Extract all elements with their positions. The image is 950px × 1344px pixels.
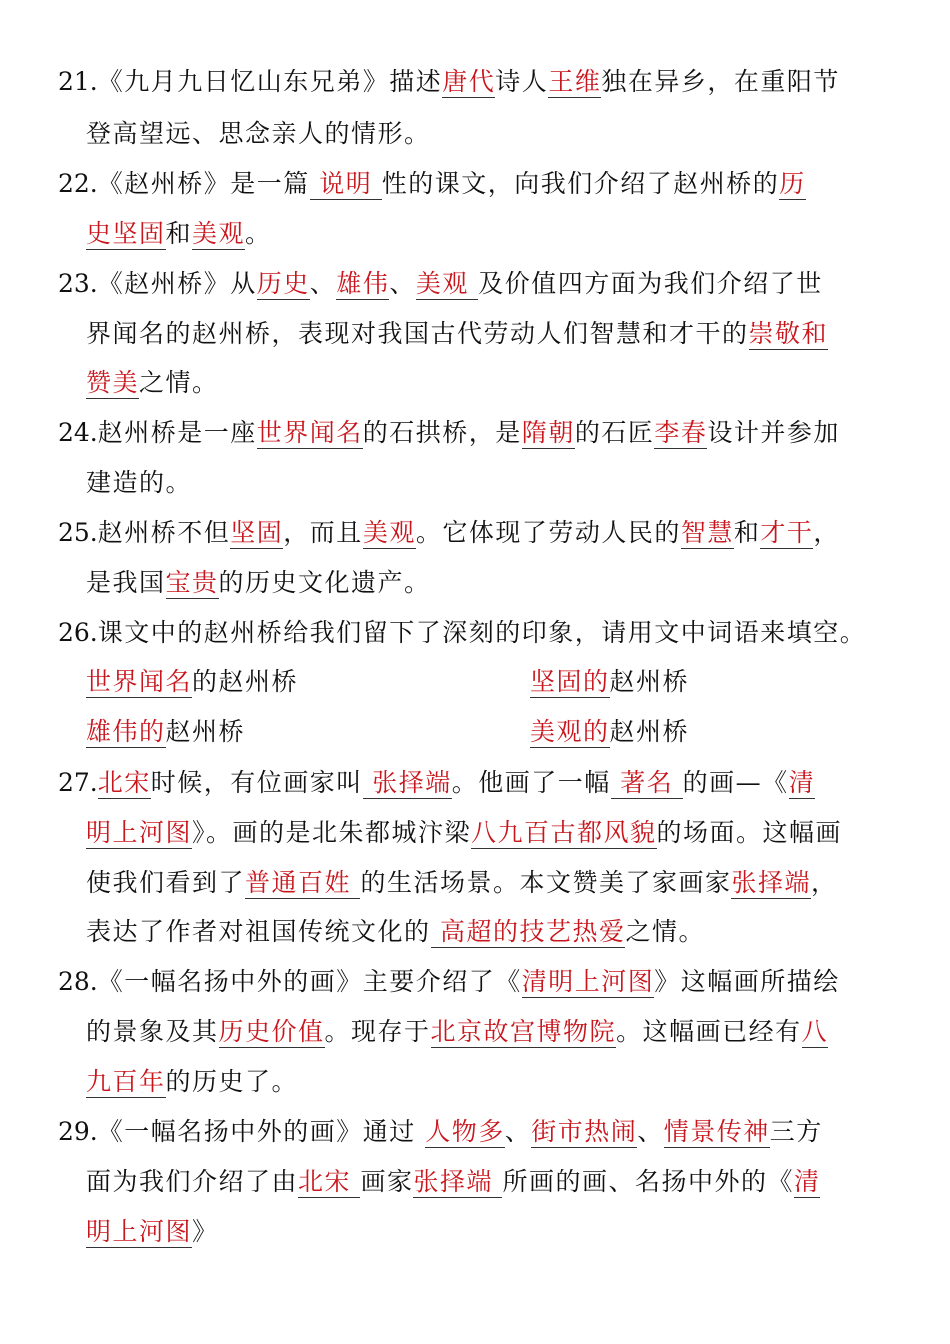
question-text: 所画的画、名扬中外的《 [502,1167,794,1196]
answer-blank: 清明上河图 [521,967,655,996]
question-text: 的石拱桥，是 [362,418,522,447]
question-text: 。现存于 [324,1017,431,1046]
question-text: 赵州桥 [609,667,690,696]
answer-blank: 王维 [548,67,602,96]
answer-blank: 美观 [192,219,246,248]
question-29-line-2 [86,1166,820,1198]
answer-blank: 清 [788,768,816,797]
fill-in-phrase [86,666,298,698]
question-text: 的赵州桥 [192,667,299,696]
question-25-line-2 [86,567,431,599]
question-text: 《九月九日忆山东兄弟》描述 [97,67,443,96]
question-text: 《赵州桥》从 [97,269,257,298]
question-text: 、 [389,269,416,298]
question-text: 三方 [769,1117,823,1146]
answer-blank: 著名 [610,768,683,797]
question-text: 时候，有位画家叫 [150,768,363,797]
answer-blank: 北宋 [298,1167,361,1196]
answer-blank: 坚固 [230,518,284,547]
question-text: 的生活场景。本文赞美了家画家 [360,868,732,897]
question-text: 》这幅画所描绘 [654,967,840,996]
answer-blank: 宝贵 [165,568,219,597]
answer-blank: 九百年 [86,1067,166,1096]
question-text: 独在异乡，在重阳节 [601,67,840,96]
question-text: 的历史文化遗产。 [218,568,431,597]
answer-blank: 八 [801,1017,829,1046]
question-text: 诗人 [495,67,549,96]
question-28-line-1 [58,966,840,998]
question-text: 的场面。这幅画 [656,818,843,847]
answer-blank: 雄伟的 [86,717,166,746]
question-23-line-3 [86,367,219,399]
answer-blank: 赞美 [86,368,140,397]
answer-blank: 唐代 [442,67,496,96]
question-text: 、 [309,269,337,298]
fill-in-phrase [530,716,689,748]
question-number: 28. [58,967,98,996]
answer-blank: 北宋 [97,768,151,797]
question-text: 和 [165,219,193,248]
question-text: 赵州桥 [165,717,246,746]
answer-blank: 美观 [362,518,416,547]
question-22-line-1 [58,168,806,200]
question-24-line-1 [58,417,840,449]
question-number: 21. [58,67,98,96]
answer-blank: 说明 [309,169,382,198]
answer-blank: 八九百古都风貌 [471,818,657,847]
question-text: 界闻名的赵州桥，表现对我国古代劳动人们智慧和才干的 [86,319,749,348]
answer-blank: 高超的技艺热爱 [430,917,626,946]
answer-blank: 人物多 [425,1117,505,1146]
question-24-line-2 [86,467,192,499]
question-text: 赵州桥不但 [97,518,231,547]
question-28-line-3 [86,1066,298,1098]
answer-blank: 明上河图 [86,1217,193,1246]
question-text: 。这幅画已经有 [616,1017,802,1046]
fill-in-phrase [530,666,689,698]
question-number: 29. [58,1117,98,1146]
question-29-line-3 [86,1216,219,1248]
answer-blank: 街市热闹 [531,1117,638,1146]
question-text: 建造的。 [86,468,193,497]
fill-in-phrase [86,716,245,748]
answer-blank: 情景传神 [663,1117,770,1146]
answer-blank: 美观 [415,269,479,298]
answer-blank: 才干 [760,518,814,547]
answer-blank: 历 [779,169,806,198]
question-text: 是我国 [86,568,166,597]
question-text: 赵州桥 [609,717,690,746]
answer-blank: 普通百姓 [245,868,361,897]
question-text: 之情。 [139,368,219,397]
question-28-line-2 [86,1016,828,1048]
question-text: 《赵州桥》是一篇 [97,169,310,198]
question-23-line-1 [58,268,823,300]
question-text: 及价值四方面为我们介绍了世 [478,269,823,298]
question-text: 的画—《 [682,768,789,797]
question-21-line-1 [58,66,840,98]
answer-blank: 美观的 [530,717,610,746]
question-text: ，而且 [283,518,363,547]
question-25-line-1 [58,517,840,549]
answer-blank: 历史 [256,269,310,298]
question-27-line-3 [86,867,838,899]
question-text: 》。画的是北朱都城汴梁 [192,818,472,847]
question-text: 》 [192,1217,219,1246]
question-text: 之情。 [625,917,705,946]
question-text: 的石匠 [574,418,655,447]
question-text: 画家 [360,1167,414,1196]
question-23-line-2 [86,318,828,350]
question-27-line-4 [86,916,705,948]
answer-blank: 明上河图 [86,818,193,847]
question-number: 24. [58,418,98,447]
question-text: 性的课文，向我们介绍了赵州桥的 [381,169,780,198]
question-text: 赵州桥是一座 [97,418,257,447]
question-text: 《一幅名扬中外的画》通过 [97,1117,426,1146]
question-text: 的历史了。 [165,1067,299,1096]
answer-blank: 世界闻名 [256,418,363,447]
question-text: 表达了作者对祖国传统文化的 [86,917,431,946]
question-text: 登高望远、思念亲人的情形。 [86,119,431,148]
question-27-line-1 [58,767,815,799]
answer-blank: 崇敬和 [748,319,829,348]
question-26-line-1 [58,617,866,649]
question-29-line-1 [58,1116,823,1148]
question-text: 《一幅名扬中外的画》主要介绍了《 [97,967,522,996]
answer-blank: 李春 [654,418,708,447]
answer-blank: 史坚固 [86,219,166,248]
question-text: 。它体现了劳动人民的 [415,518,681,547]
question-number: 23. [58,269,98,298]
question-number: 25. [58,518,98,547]
answer-blank: 北京故宫博物院 [430,1017,617,1046]
question-text: 的景象及其 [86,1017,219,1046]
question-number: 22. [58,169,98,198]
question-number: 27. [58,768,98,797]
question-text: 、 [637,1117,664,1146]
question-27-line-2 [86,817,842,849]
answer-blank: 智慧 [680,518,734,547]
answer-blank: 隋朝 [521,418,575,447]
answer-blank: 张择端 [731,868,811,897]
question-text: ， [813,518,840,547]
question-text: ， [811,868,838,897]
answer-blank: 历史价值 [218,1017,325,1046]
answer-blank: 张择端 [362,768,452,797]
answer-blank: 张择端 [413,1167,503,1196]
question-text: 和 [733,518,761,547]
question-text: 课文中的赵州桥给我们留下了深刻的印象，请用文中词语来填空。 [97,618,867,647]
question-21-line-2 [86,118,431,150]
question-22-line-2 [86,218,272,250]
question-text: 。 [245,219,272,248]
question-text: 使我们看到了 [86,868,246,897]
answer-blank: 坚固的 [530,667,610,696]
question-text: 、 [504,1117,532,1146]
question-text: 设计并参加 [707,418,840,447]
answer-blank: 清 [793,1167,821,1196]
question-text: 面为我们介绍了由 [86,1167,299,1196]
question-number: 26. [58,618,98,647]
answer-blank: 世界闻名 [86,667,193,696]
answer-blank: 雄伟 [336,269,390,298]
question-text: 。他画了一幅 [451,768,611,797]
